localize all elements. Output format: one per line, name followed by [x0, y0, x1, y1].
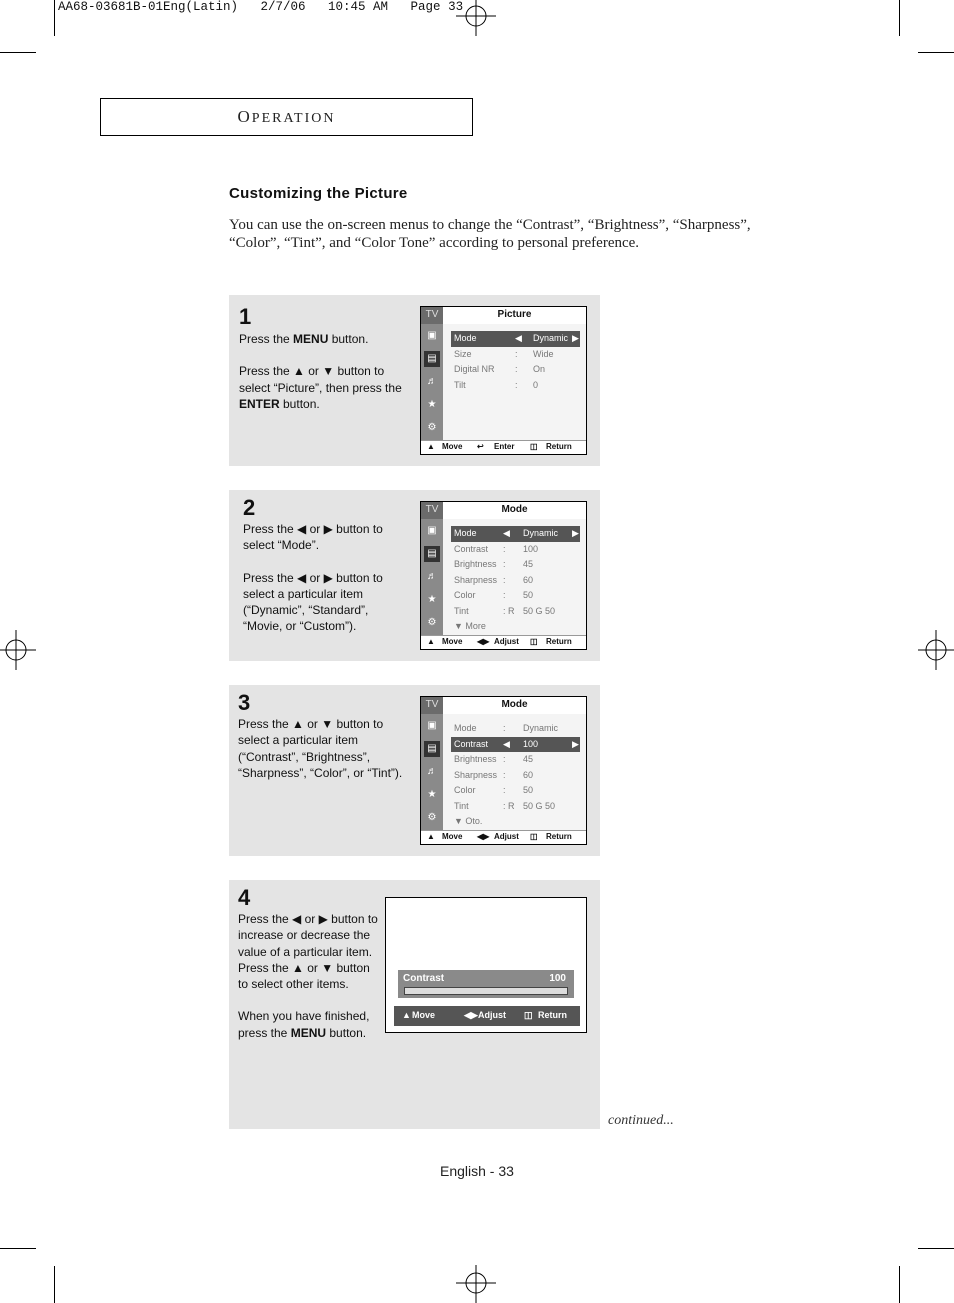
picture-icon: ▤ — [424, 546, 440, 562]
osd-item-value: 100 — [523, 543, 539, 554]
channel-icon: ★ — [427, 594, 437, 605]
osd-menu-item — [451, 542, 580, 558]
osd-item-sep: : — [503, 574, 506, 585]
crop-mark — [0, 52, 36, 53]
footer-label: Adjust — [494, 637, 519, 646]
osd-item-value: 45 — [523, 754, 534, 764]
osd-item-sep: : — [503, 785, 506, 795]
instruction-line — [239, 363, 411, 412]
step-number: 4 — [238, 885, 251, 910]
footer-move: Move — [412, 1010, 436, 1020]
osd-item-sep: : — [515, 348, 518, 359]
crop-mark — [54, 0, 55, 36]
osd-footer — [394, 1006, 580, 1026]
osd-menu-item — [451, 557, 580, 573]
button-name: ENTER — [239, 396, 280, 411]
instruction-line — [239, 347, 411, 363]
button-name: MENU — [293, 332, 329, 346]
setup-icon: ⚙ — [427, 812, 437, 823]
crop-mark — [899, 1266, 900, 1303]
footer-label: Enter — [494, 442, 515, 451]
osd-menu-item — [451, 814, 580, 830]
osd-item-label: Digital NR — [454, 364, 495, 374]
channel-icon: ★ — [427, 789, 437, 800]
instruction-line — [243, 570, 403, 635]
osd-item-label: Mode — [454, 528, 477, 538]
osd-rows — [451, 526, 580, 635]
osd-menu-item — [451, 331, 580, 347]
sound-icon: ♬ — [427, 376, 437, 387]
osd-item-label: Contrast — [454, 543, 489, 554]
footer-adjust: Adjust — [478, 1010, 506, 1020]
osd-adjust-contrast — [385, 897, 587, 1033]
osd-title: Picture — [443, 307, 586, 324]
osd-menu-item — [451, 752, 580, 768]
adjust-value: 100 — [549, 973, 566, 984]
osd-item-sep: : — [503, 543, 506, 554]
picture-icon: ▤ — [424, 741, 440, 757]
return-icon: ◫ — [524, 1010, 533, 1020]
instruction-text: When you have finished, press the — [238, 1009, 370, 1040]
osd-item-label: Mode — [454, 333, 477, 343]
osd-item-label: Color — [454, 785, 476, 795]
osd-item-label: Tint — [454, 605, 469, 616]
osd-item-sep: : — [515, 364, 518, 374]
osd-item-value: 50 G 50 — [523, 605, 556, 616]
crop-mark — [0, 1248, 36, 1249]
osd-menu-item — [451, 526, 580, 542]
osd-menu-item — [451, 347, 580, 363]
picture-icon: ▤ — [424, 351, 440, 367]
adjust-icon: ◀▶ — [477, 832, 490, 841]
tv-input-icon: ▣ — [427, 330, 437, 341]
osd-rows — [451, 331, 580, 393]
footer-label: Return — [546, 832, 572, 841]
page-heading: Customizing the Picture — [229, 185, 408, 202]
osd-menu-mode — [420, 501, 587, 650]
osd-item-label: ▼ Oto. — [454, 816, 483, 826]
osd-menu-item — [451, 799, 580, 815]
osd-item-sep: : — [515, 379, 518, 390]
sound-icon: ♬ — [427, 766, 437, 777]
registration-mark-icon — [0, 630, 40, 670]
instruction-line — [238, 960, 378, 993]
move-icon: ▲ — [427, 832, 435, 841]
contrast-bar — [398, 970, 574, 998]
step-instructions — [238, 911, 378, 1041]
instruction-text: Press the ▲ or ▼ button to select a particular item (“Contrast”, “Brightness”, “Sharpness”, “Color”, or “Tint”). — [238, 717, 403, 780]
osd-item-value: Dynamic — [523, 528, 559, 538]
instruction-line — [238, 992, 378, 1008]
osd-item-value: Dynamic — [533, 333, 569, 343]
tv-input-icon: ▣ — [427, 720, 437, 731]
osd-item-label: Color — [454, 590, 476, 600]
intro-paragraph: You can use the on-screen menus to change the “Contrast”, “Brightness”, “Sharpness”, “Color”, “Tint”, and “Color Tone” according to personal preference. — [229, 217, 751, 251]
instruction-text: button. — [279, 396, 320, 411]
enter-icon: ↩ — [477, 442, 484, 451]
osd-item-sep: : — [503, 769, 506, 780]
instruction-line — [243, 554, 403, 570]
osd-footer — [421, 440, 586, 454]
footer-label: Adjust — [494, 832, 519, 841]
footer-label: Move — [442, 442, 463, 451]
registration-mark-icon — [456, 1263, 496, 1303]
osd-item-arrow: ▶ — [572, 528, 579, 538]
osd-item-sep: : R — [503, 605, 515, 616]
return-icon: ◫ — [530, 442, 538, 451]
osd-item-label: ▼ More — [454, 621, 486, 631]
osd-item-value: 50 — [523, 785, 534, 795]
instruction-text: button. — [326, 1025, 367, 1040]
instruction-line — [238, 1008, 378, 1041]
adjust-label: Contrast — [403, 973, 445, 984]
registration-mark-icon — [914, 630, 954, 670]
osd-item-sep: : R — [503, 800, 515, 811]
osd-menu-item — [451, 604, 580, 620]
osd-item-value: 0 — [533, 379, 539, 390]
osd-item-value: 50 — [523, 590, 534, 600]
osd-item-arrow: ▶ — [572, 738, 579, 749]
instruction-line — [238, 716, 413, 781]
tv-input-icon: ▣ — [427, 525, 437, 536]
instruction-text: Press the ◀ or ▶ button to increase or decrease the value of a particular item. — [238, 912, 378, 959]
setup-icon: ⚙ — [427, 617, 437, 628]
crop-mark — [54, 1266, 55, 1303]
tv-label: TV — [421, 502, 443, 519]
adjust-icon: ◀▶ — [477, 637, 490, 646]
step-number: 3 — [238, 690, 251, 715]
osd-item-label: Mode — [454, 723, 477, 733]
instruction-text: Press the ◀ or ▶ button to select a particular item (“Dynamic”, “Standard”, “Movie, or “Custom”). — [243, 570, 383, 634]
setup-icon: ⚙ — [427, 422, 437, 433]
osd-menu-picture — [420, 306, 587, 455]
instruction-text: Press the ▲ or ▼ button to select other items. — [238, 960, 370, 992]
instruction-line — [238, 911, 378, 960]
crop-mark — [918, 1248, 954, 1249]
footer-label: Move — [442, 637, 463, 646]
move-icon: ▲ — [427, 442, 435, 451]
step-instructions — [238, 716, 413, 781]
osd-menu-item — [451, 362, 580, 378]
return-icon: ◫ — [530, 832, 538, 841]
footer-label: Return — [546, 637, 572, 646]
crop-mark — [918, 52, 954, 53]
osd-item-sep: : — [503, 754, 506, 764]
osd-title: Mode — [443, 502, 586, 519]
continued-note: continued... — [608, 1113, 674, 1128]
tv-label: TV — [421, 697, 443, 714]
osd-menu-item — [451, 737, 580, 753]
instruction-text: Press the — [239, 332, 294, 346]
step-instructions — [243, 521, 403, 635]
page-number: English - 33 — [440, 1163, 514, 1179]
print-slug: AA68-03681B-01Eng(Latin) 2/7/06 10:45 AM Page 33 — [58, 0, 464, 14]
osd-footer — [421, 635, 586, 649]
osd-item-value: 50 G 50 — [523, 800, 556, 811]
osd-item-value: Dynamic — [523, 723, 559, 733]
osd-item-label: Brightness — [454, 559, 497, 569]
instruction-line — [243, 521, 403, 554]
instruction-text: button. — [328, 332, 369, 346]
instruction-line — [239, 331, 411, 347]
osd-title: Mode — [443, 697, 586, 714]
footer-label: Move — [442, 832, 463, 841]
osd-item-sep: : — [503, 723, 506, 733]
contrast-slider — [404, 987, 568, 995]
footer-return: Return — [538, 1010, 567, 1020]
osd-item-label: Sharpness — [454, 574, 498, 585]
move-icon: ▲ — [402, 1010, 411, 1020]
sound-icon: ♬ — [427, 571, 437, 582]
osd-item-label: Sharpness — [454, 769, 498, 780]
osd-menu-item — [451, 783, 580, 799]
osd-menu-item — [451, 573, 580, 589]
button-name: MENU — [290, 1025, 327, 1040]
osd-item-value: 45 — [523, 559, 534, 569]
channel-icon: ★ — [427, 399, 437, 410]
osd-item-sep: : — [503, 590, 506, 600]
instruction-text: Press the ◀ or ▶ button to select “Mode”. — [243, 522, 383, 553]
osd-item-label: Brightness — [454, 754, 497, 764]
crop-mark — [899, 0, 900, 36]
osd-menu-item — [451, 619, 580, 635]
osd-item-value: On — [533, 364, 546, 374]
osd-item-sep: : — [503, 559, 506, 569]
osd-menu-contrast — [420, 696, 587, 845]
osd-item-value: 60 — [523, 574, 534, 585]
osd-item-value: 100 — [523, 738, 539, 749]
osd-item-arrow: ▶ — [572, 333, 579, 343]
osd-item-value: 60 — [523, 769, 534, 780]
osd-menu-item — [451, 378, 580, 394]
tv-label: TV — [421, 307, 443, 324]
osd-item-sep: ◀ — [515, 333, 522, 343]
osd-menu-item — [451, 721, 580, 737]
osd-item-label: Size — [454, 348, 472, 359]
osd-menu-item — [451, 588, 580, 604]
osd-item-label: Tilt — [454, 379, 466, 390]
return-icon: ◫ — [530, 637, 538, 646]
adjust-icon: ◀▶ — [464, 1010, 478, 1020]
instruction-text: Press the ▲ or ▼ button to select “Picture”, then press the — [239, 364, 402, 395]
osd-item-label: Tint — [454, 800, 469, 811]
move-icon: ▲ — [427, 637, 435, 646]
osd-item-label: Contrast — [454, 738, 489, 749]
slider-fill — [405, 988, 567, 994]
footer-label: Return — [546, 442, 572, 451]
osd-footer — [421, 830, 586, 844]
osd-item-sep: ◀ — [503, 528, 510, 538]
step-number: 1 — [239, 304, 252, 329]
step-number: 2 — [243, 495, 256, 520]
osd-menu-item — [451, 768, 580, 784]
step-instructions — [239, 331, 411, 412]
osd-item-value: Wide — [533, 348, 554, 359]
osd-rows — [451, 721, 580, 830]
section-header: OPERATION — [100, 98, 473, 136]
osd-item-sep: ◀ — [503, 738, 510, 749]
